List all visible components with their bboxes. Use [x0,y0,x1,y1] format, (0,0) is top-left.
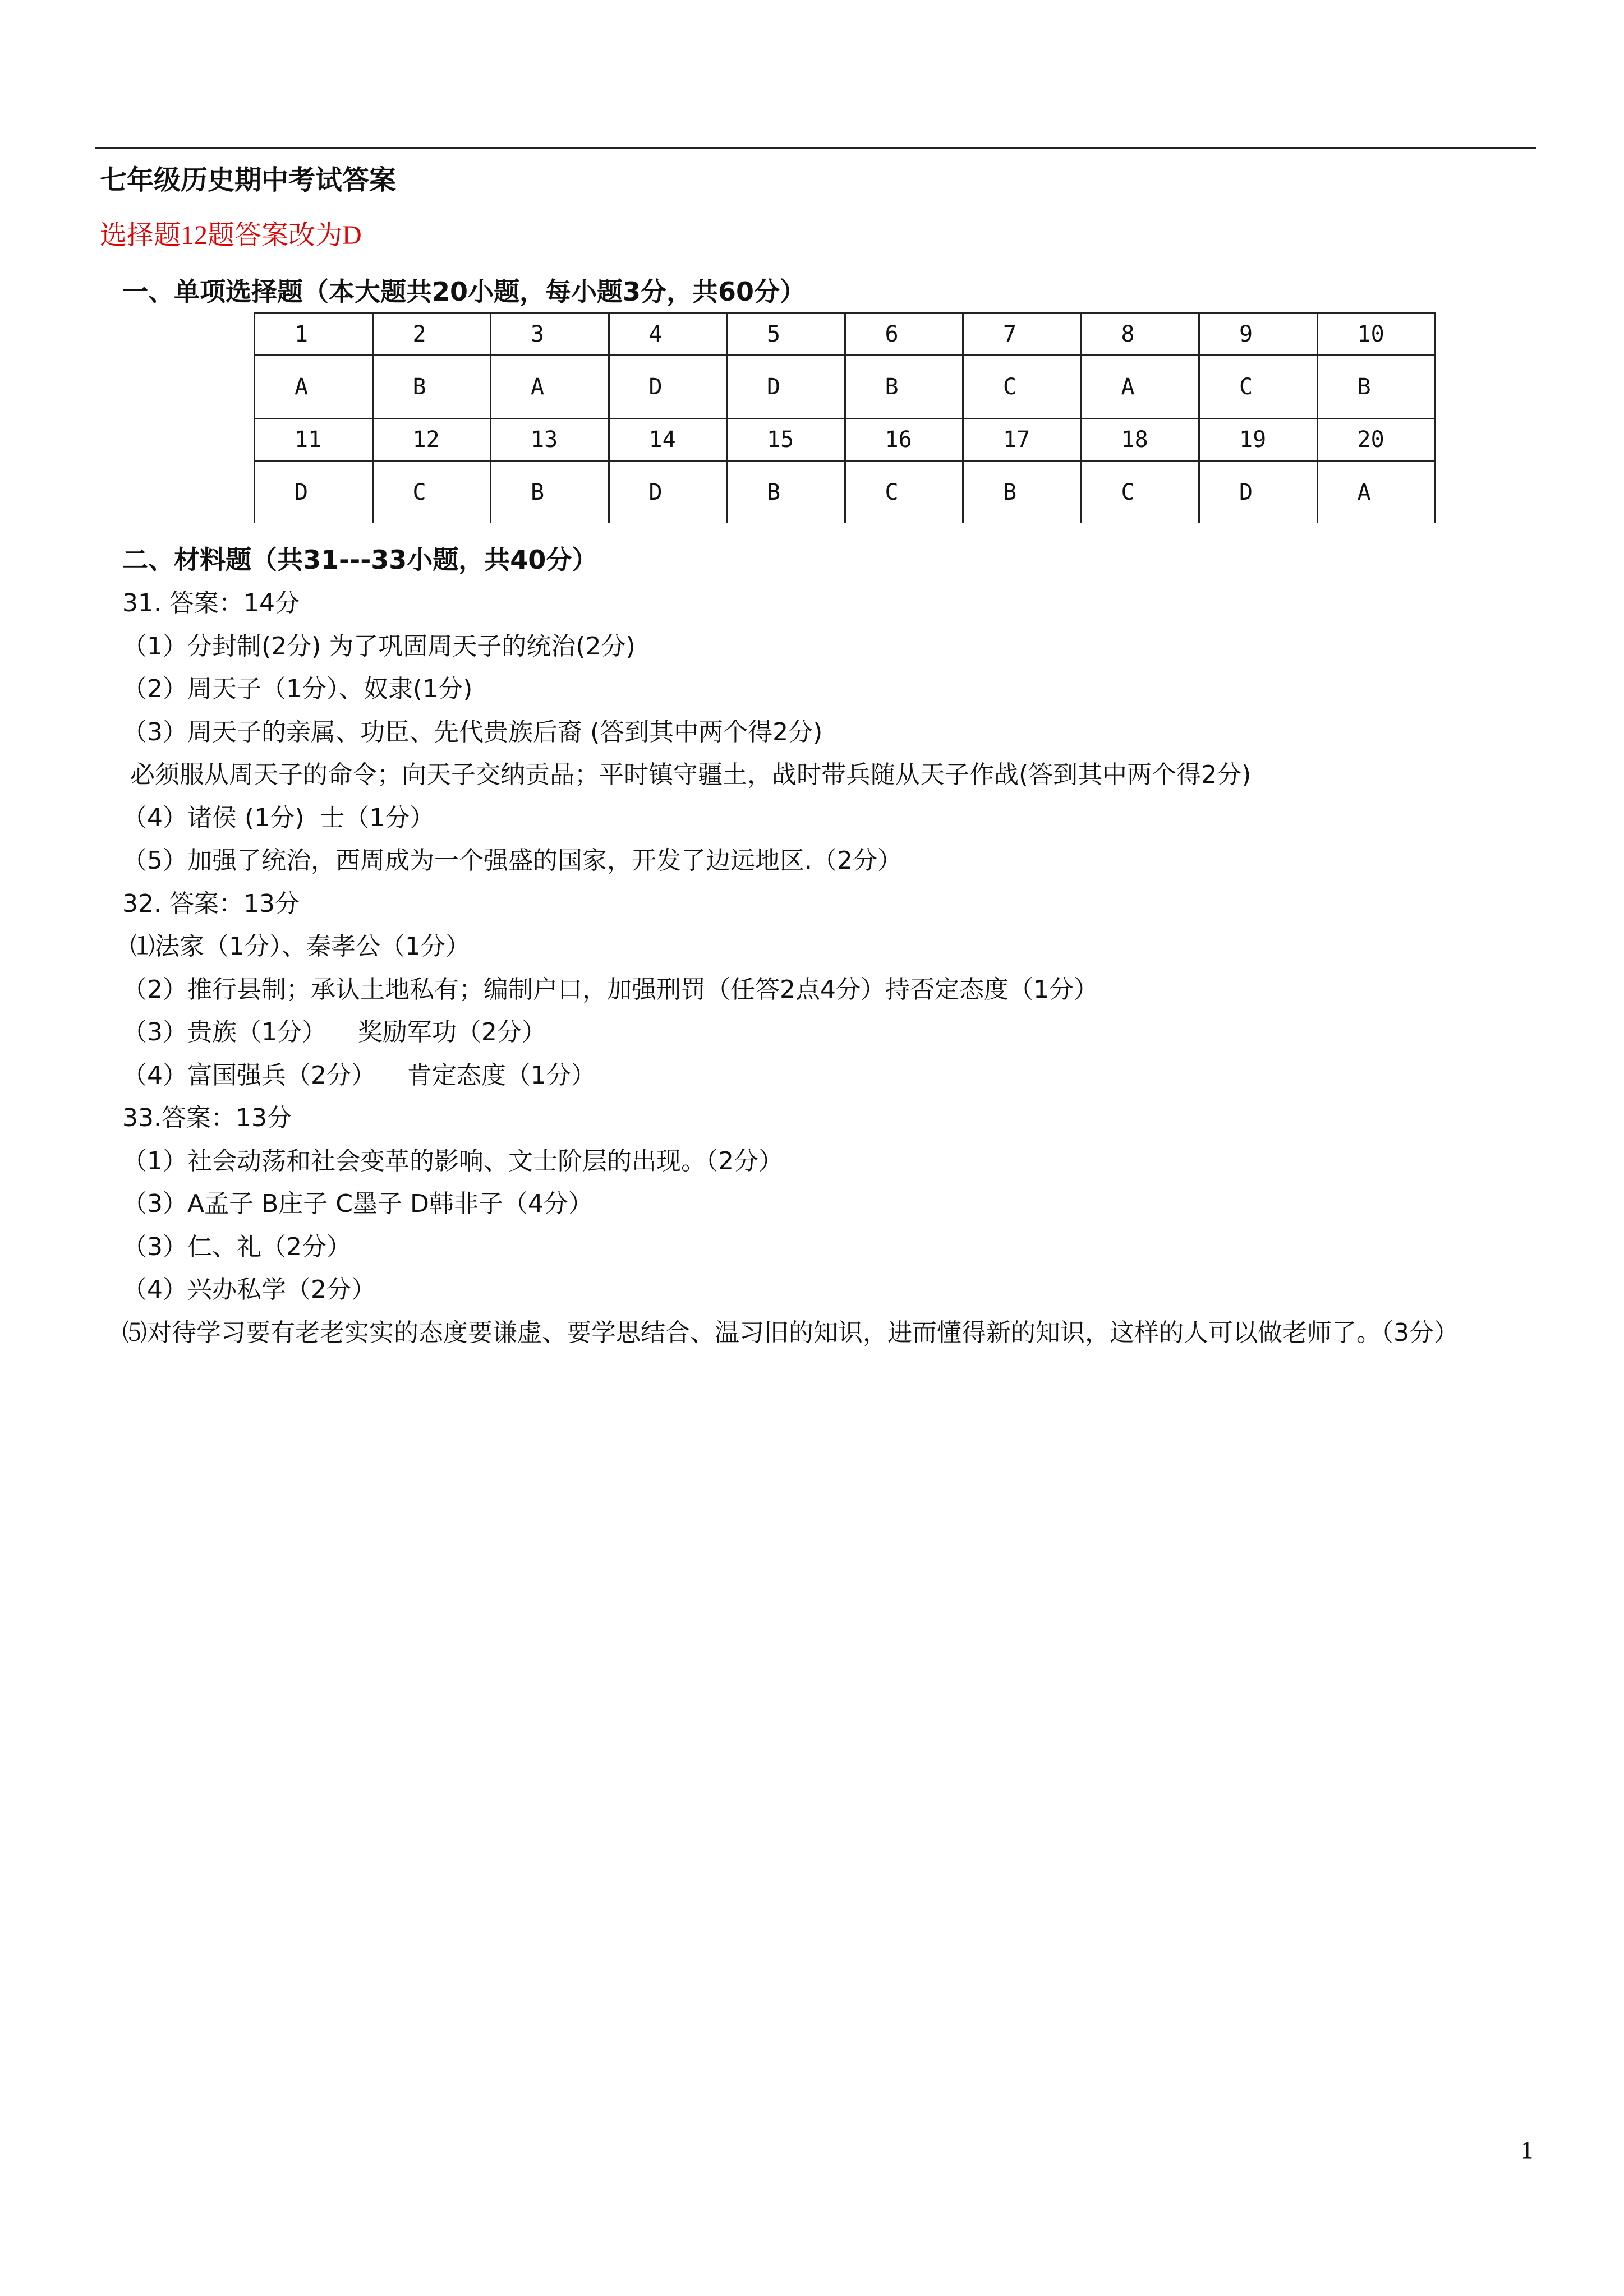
table-cell: B [963,461,1082,524]
answer-line: ⑸对待学习要有老老实实的态度要谦虚、要学思结合、温习旧的知识，进而懂得新的知识，这样的人可以做老师了。（3分） [122,1318,1459,1347]
table-cell: 10 [1317,313,1436,356]
table-cell: D [609,461,727,524]
table-cell: D [609,356,727,419]
answer-line: （4）兴办私学（2分） [122,1275,376,1304]
table-cell: C [1199,356,1318,419]
table-cell: 6 [845,313,963,356]
table-row [255,356,1436,419]
answer-body [122,582,1581,1354]
table-cell: 15 [727,419,845,461]
table-cell: D [1199,461,1318,524]
answer-line: （3）仁、礼（2分） [122,1232,351,1261]
table-cell: A [491,356,609,419]
table-cell: C [372,461,491,524]
answer-line: （2）推行县制；承认土地私有；编制户口，加强刑罚（任答2点4分）持否定态度（1分） [122,975,1098,1004]
table-cell: 8 [1081,313,1199,356]
table-cell: 9 [1199,313,1318,356]
table-cell: 7 [963,313,1082,356]
answer-line: （3）贵族（1分） 奖励军功（2分） [122,1018,546,1046]
table-cell: B [727,461,845,524]
document-title: 七年级历史期中考试答案 [100,164,397,196]
table-cell: 2 [372,313,491,356]
answer-line: 32. 答案：13分 [122,889,300,918]
header-rule [95,147,1536,149]
table-cell: A [1317,461,1436,524]
answer-line: （3）A孟子 B庄子 C墨子 D韩非子（4分） [122,1190,593,1218]
answer-line: （3）周天子的亲属、功臣、先代贵族后裔 (答到其中两个得2分) [122,717,823,746]
answer-line: （1）分封制(2分) 为了巩固周天子的统治(2分) [122,631,636,661]
table-cell: 19 [1199,419,1318,461]
table-cell: 16 [845,419,963,461]
table-cell: B [845,356,963,419]
table-cell: 1 [255,313,373,356]
section2-heading: 二、材料题（共31---33小题，共40分） [122,545,598,575]
table-cell: 11 [255,419,373,461]
answer-line: （4）诸侯 (1分) 士（1分） [122,803,435,832]
table-cell: C [1081,461,1199,524]
table-row [255,419,1436,461]
answer-line: 必须服从周天子的命令；向天子交纳贡品；平时镇守疆土，战时带兵随从天子作战(答到其中两个得2分) [122,760,1252,789]
answer-table [254,312,1436,523]
page-number: 1 [1521,2136,1533,2164]
table-cell: 20 [1317,419,1436,461]
table-cell: 4 [609,313,727,356]
table-cell: 13 [491,419,609,461]
table-row [255,461,1436,524]
table-cell: 18 [1081,419,1199,461]
table-cell: 5 [727,313,845,356]
table-cell: C [845,461,963,524]
answer-line: （2）周天子（1分）、奴隶(1分) [122,675,473,703]
table-cell: A [255,356,373,419]
table-cell: C [963,356,1082,419]
table-cell: B [1317,356,1436,419]
table-cell: B [491,461,609,524]
table-cell: 14 [609,419,727,461]
table-cell: D [255,461,373,524]
table-row [255,313,1436,356]
table-cell: 3 [491,313,609,356]
table-cell: A [1081,356,1199,419]
table-cell: 12 [372,419,491,461]
answer-line: 31. 答案：14分 [122,589,300,617]
section1-heading: 一、单项选择题（本大题共20小题，每小题3分，共60分） [122,276,806,307]
table-cell: B [372,356,491,419]
table-cell: 17 [963,419,1082,461]
answer-line: （4）富国强兵（2分） 肯定态度（1分） [122,1061,596,1090]
answer-line: 33.答案：13分 [122,1104,292,1132]
answer-line: ⑴法家（1分）、秦孝公（1分） [122,932,470,961]
table-cell: D [727,356,845,419]
correction-notice: 选择题12题答案改为D [100,220,362,250]
answer-line: （1）社会动荡和社会变革的影响、文士阶层的出现。（2分） [122,1146,783,1175]
answer-line: （5）加强了统治，西周成为一个强盛的国家，开发了边远地区.（2分） [122,846,902,875]
